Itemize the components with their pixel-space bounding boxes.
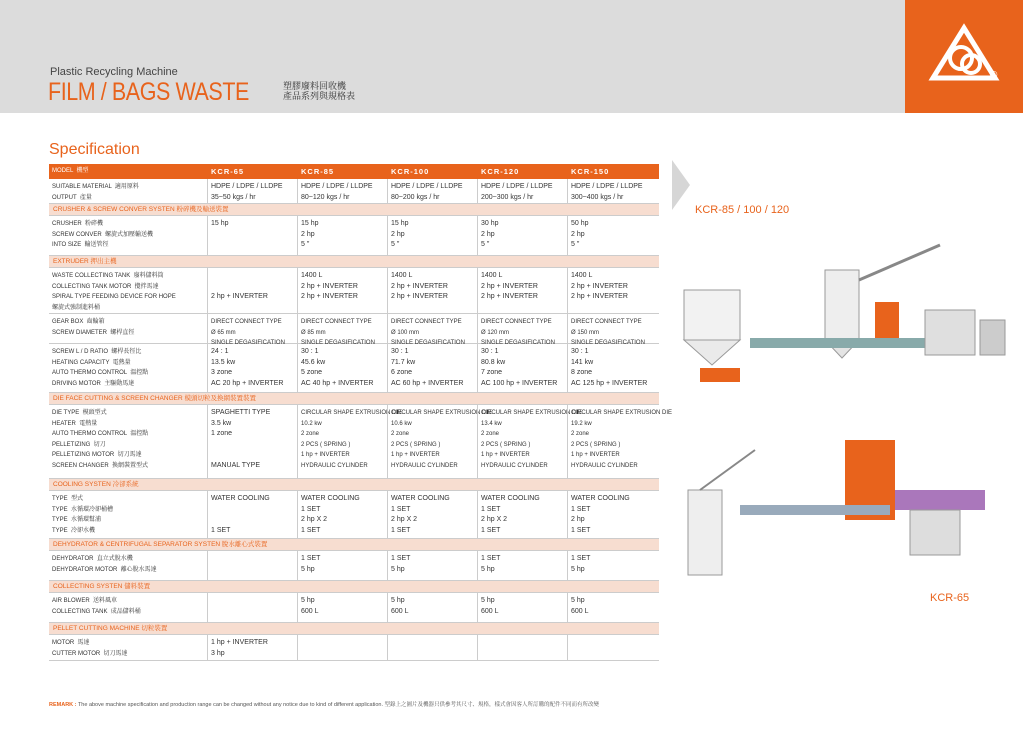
model-caption-top: KCR-85 / 100 / 120 [695, 204, 790, 216]
machine-photo-top [680, 240, 1010, 390]
chinese-title [283, 81, 355, 101]
table-cell: 1400 L 2 hp + INVERTER 2 hp + INVERTER [297, 268, 387, 313]
section-header: DEHYDRATOR & CENTRIFUGAL SEPARATOR SYSTEN 脫水離心式裝置 [49, 539, 659, 551]
table-cell: WATER COOLING 1 SET 2 hp X 2 1 SET [477, 491, 567, 538]
spec-title: Specification [49, 141, 140, 158]
row-label: DEHYDRATOR 直立式脫水機 DEHYDRATOR MOTOR 離心脫水馬達 [52, 556, 157, 573]
table-cell: 24 : 1 13.5 kw 3 zone AC 20 hp + INVERTER [207, 344, 297, 392]
table-row [49, 314, 659, 344]
table-cell: CIRCULAR SHAPE EXTRUSION DIE 19.2 kw 2 zone 2 PCS ( SPRING ) 1 hp + INVERTER HYDRAULIC CYLINDER [567, 405, 659, 478]
table-cell: DIRECT CONNECT TYPE Ø 120 mm SINGLE DEGASIFICATION [477, 314, 567, 343]
row-label: MOTOR 馬達 CUTTER MOTOR 切刀馬達 [52, 640, 128, 657]
table-cell: CIRCULAR SHAPE EXTRUSION DIE 13.4 kw 2 zone 2 PCS ( SPRING ) 1 hp + INVERTER HYDRAULIC CYLINDER [477, 405, 567, 478]
table-cell: DIRECT CONNECT TYPE Ø 85 mm SINGLE DEGASIFICATION [297, 314, 387, 343]
table-cell: SPAGHETTI TYPE 3.5 kw 1 zone MANUAL TYPE [207, 405, 297, 478]
model-kcr-65: KCR-65 [211, 167, 245, 176]
remark [49, 700, 599, 708]
table-cell: 15 hp [207, 216, 297, 255]
table-cell [477, 635, 567, 660]
table-cell: 30 : 1 45.6 kw 5 zone AC 40 hp + INVERTER [297, 344, 387, 392]
table-cell: 15 hp 2 hp 5 " [297, 216, 387, 255]
row-label: TYPE 型式 TYPE 水循環冷卻桶槽 TYPE 水循環幫浦 TYPE 冷卻水機 [52, 496, 114, 534]
table-cell: CIRCULAR SHAPE EXTRUSION DIE 10.6 kw 2 zone 2 PCS ( SPRING ) 1 hp + INVERTER HYDRAULIC CYLINDER [387, 405, 477, 478]
table-cell: HDPE / LDPE / LLDPE 300~400 kgs / hr [567, 179, 659, 203]
row-label: GEAR BOX 齒輪箱 SCREW DIAMETER 螺桿直徑 [52, 319, 135, 336]
table-cell: 1 hp + INVERTER 3 hp [207, 635, 297, 660]
row-label: CRUSHER 粉碎機 SCREW CONVER 螺旋式加壓輸送機 INTO SIZE 輸送管徑 [52, 221, 154, 248]
machine-photo-bottom [680, 430, 1010, 580]
remark-text: The above machine specification and production range can be changed without any notice due to kind of different application. 型錄上之圖片及機器只供參考其尺寸、規格，樣式會因客人所訂購的配件不同而有所改變 [77, 702, 600, 708]
table-header-row [49, 164, 659, 179]
section-header: COLLECTING SYSTEN 儲料裝置 [49, 581, 659, 593]
row-label: WASTE COLLECTING TANK 廢料儲料筒 COLLECTING TANK MOTOR 攪拌馬達 SPIRAL TYPE FEEDING DEVICE FOR HOPE 螺旋式強制進料桶 [52, 273, 176, 311]
table-cell: HDPE / LDPE / LLDPE 80~120 kgs / hr [297, 179, 387, 203]
table-cell: 30 : 1 141 kw 8 zone AC 125 hp + INVERTER [567, 344, 659, 392]
model-caption-bottom: KCR-65 [930, 592, 970, 604]
table-cell: WATER COOLING 1 SET 2 hp X 2 1 SET [387, 491, 477, 538]
table-row [49, 216, 659, 256]
row-label: DIE TYPE 模頭型式 HEATER 電熱量 AUTO THERMO CONTROL 溫控點 PELLETIZING 切刀 PELLETIZING MOTOR 切刀馬達 SCREEN CHANGER 換網裝置型式 [52, 410, 149, 469]
table-cell: HDPE / LDPE / LLDPE 80~200 kgs / hr [387, 179, 477, 203]
chinese-title-line-1: 塑膠廢料回收機 [283, 81, 347, 91]
table-cell: DIRECT CONNECT TYPE Ø 150 mm SINGLE DEGASIFICATION [567, 314, 659, 343]
row-label: SCREW L / D RATIO 螺桿長徑比 HEATING CAPACITY 電熱量 AUTO THERMO CONTROL 溫控點 DRIVING MOTOR 主驅動馬達 [52, 349, 149, 387]
table-row [49, 491, 659, 539]
table-cell: 2 hp + INVERTER [207, 268, 297, 313]
chinese-title-line-2: 產品系列與規格表 [283, 91, 356, 101]
section-header: CRUSHER & SCREW CONVER SYSTEN 粉碎機及輸送裝置 [49, 204, 659, 216]
brand-logo-icon [905, 0, 1023, 113]
model-kcr-85: KCR-85 [301, 167, 335, 176]
table-cell [387, 635, 477, 660]
section-header: COOLING SYSTEN 冷卻系統 [49, 479, 659, 491]
table-cell: 5 hp 600 L [477, 593, 567, 622]
model-kcr-120: KCR-120 [481, 167, 520, 176]
table-cell: 5 hp 600 L [297, 593, 387, 622]
table-row [49, 551, 659, 581]
table-row [49, 268, 659, 314]
table-cell [207, 593, 297, 622]
registered-mark: ® [990, 70, 998, 81]
table-cell: DIRECT CONNECT TYPE Ø 65 mm SINGLE DEGASIFICATION [207, 314, 297, 343]
table-row [49, 635, 659, 661]
table-cell: 1 SET 5 hp [477, 551, 567, 580]
table-cell: 50 hp 2 hp 5 " [567, 216, 659, 255]
row-label: SUITABLE MATERIAL 適用原料 OUTPUT 產量 [52, 184, 139, 201]
table-cell: CIRCULAR SHAPE EXTRUSION DIE 10.2 kw 2 zone 2 PCS ( SPRING ) 1 hp + INVERTER HYDRAULIC CYLINDER [297, 405, 387, 478]
section-header: DIE FACE CUTTING & SCREEN CHANGER 模頭切粒及換網裝置裝置 [49, 393, 659, 405]
table-cell: 1 SET 5 hp [567, 551, 659, 580]
remark-label: REMARK : [49, 702, 77, 708]
table-row [49, 405, 673, 479]
table-row [49, 179, 659, 204]
model-kcr-100: KCR-100 [391, 167, 430, 176]
row-label: AIR BLOWER 送料風車 COLLECTING TANK 成品儲料桶 [52, 598, 141, 615]
table-cell: HDPE / LDPE / LLDPE 35~50 kgs / hr [207, 179, 297, 203]
table-row [49, 593, 659, 623]
table-cell: 30 : 1 80.8 kw 7 zone AC 100 hp + INVERTER [477, 344, 567, 392]
table-cell: 1400 L 2 hp + INVERTER 2 hp + INVERTER [387, 268, 477, 313]
table-cell: WATER COOLING 1 SET [207, 491, 297, 538]
table-cell [567, 635, 659, 660]
table-cell: 30 hp 2 hp 5 " [477, 216, 567, 255]
table-cell: WATER COOLING 1 SET 2 hp 1 SET [567, 491, 659, 538]
section-header: EXTRUDER 押出主機 [49, 256, 659, 268]
arrow-decoration [672, 160, 690, 210]
table-cell: 1 SET 5 hp [297, 551, 387, 580]
section-header: PELLET CUTTING MACHINE 切粒裝置 [49, 623, 659, 635]
page-title: FILM / BAGS WASTE [48, 78, 249, 106]
table-cell [297, 635, 387, 660]
table-cell: 1400 L 2 hp + INVERTER 2 hp + INVERTER [477, 268, 567, 313]
table-cell: 5 hp 600 L [567, 593, 659, 622]
table-cell: WATER COOLING 1 SET 2 hp X 2 1 SET [297, 491, 387, 538]
table-cell: DIRECT CONNECT TYPE Ø 100 mm SINGLE DEGASIFICATION [387, 314, 477, 343]
brand-logo-panel [905, 0, 1023, 113]
table-cell: 30 : 1 71.7 kw 6 zone AC 60 hp + INVERTER [387, 344, 477, 392]
table-row [49, 344, 659, 393]
table-cell: 5 hp 600 L [387, 593, 477, 622]
table-cell: 1 SET 5 hp [387, 551, 477, 580]
table-cell: HDPE / LDPE / LLDPE 200~300 kgs / hr [477, 179, 567, 203]
table-cell [207, 551, 297, 580]
table-cell: 1400 L 2 hp + INVERTER 2 hp + INVERTER [567, 268, 659, 313]
table-cell: 15 hp 2 hp 5 " [387, 216, 477, 255]
page-subtitle: Plastic Recycling Machine [50, 66, 178, 78]
model-header-label: MODEL 機型 [52, 168, 89, 174]
spec-table [49, 164, 673, 661]
model-kcr-150: KCR-150 [571, 167, 610, 176]
